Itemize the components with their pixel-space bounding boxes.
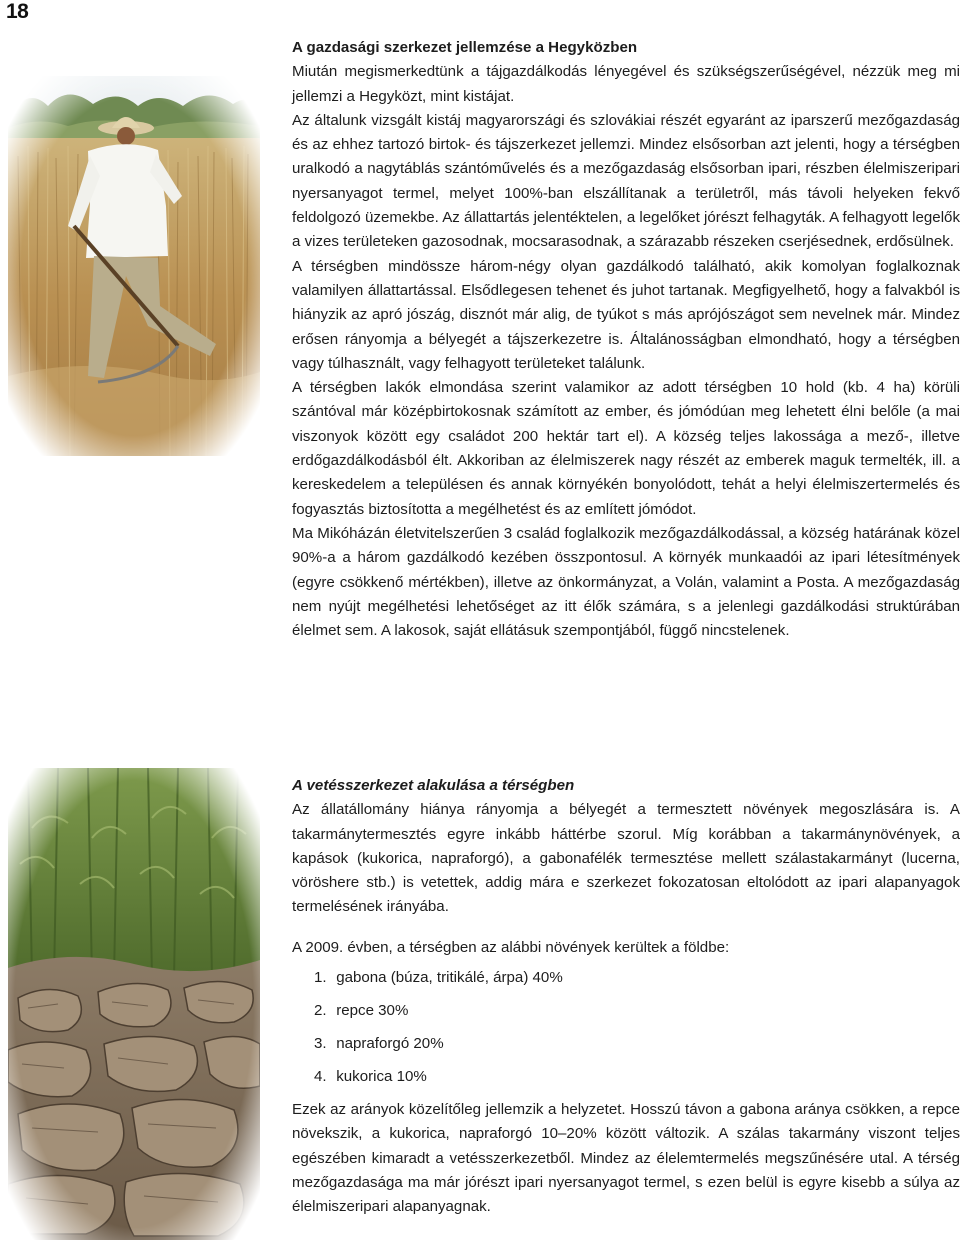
photo-plowed-field: [8, 768, 260, 1240]
paragraph: A térségben lakók elmondása szerint valamikor az adott térségben 10 hold (kb. 4 ha) körüli szántóval már középbirtokosnak számított az ember, és jómódúan meg lehetett élni belőle (a mai viszonyok között egy családot 200 hektár tart el). A község teljes lakossága a mező-, illetve erdőgazdálkodásból élt. Akkoriban az élelmiszerek nagy részét az emberek maguk termelték, ill. a kereskedelem a településen és annak környékén bonyolódott, tehát a helyi élelmiszertermelés és fogyasztás biztosította a megélhetést és az említett jómódot.: [292, 379, 960, 518]
paragraph: Ezek az arányok közelítőleg jellemzik a helyzetet. Hosszú távon a gabona aránya csökken, a repce növekszik, a kukorica, napraforgó 10–20% között változik. A szálas takarmány viszont teljes egészében kimaradt a vetésszerkezetből. Mindez az élelemtermelés megszűnésére utal. A térség mezőgazdasága ma már jórészt ipari nyersanyagot termel, s ezen belül is egyre kisebb a súlya az élelmiszeripari alapanyagnak.: [292, 1101, 960, 1216]
paragraph: A térségben mindössze három-négy olyan gazdálkodó található, akik komolyan foglalkoznak valamilyen állattartással. Elsődlegesen tehenet és juhot tartanak. Megfigyelhető, hogy a falvakból is hiányzik az apró jószág, disznót már alig, de tyúkot s más aprójószágot sem nevelnek már. Mindez erősen rányomja a bélyegét a tájszerkezetre is. Általánosságban elmondható, hogy a térségben vagy túlhasznált, vagy felhagyott területeket találunk.: [292, 257, 960, 372]
list-item: 2. repce 30%: [314, 1002, 409, 1020]
list-intro: A 2009. évben, a térségben az alábbi növények kerültek a földbe:: [292, 938, 730, 956]
section-economic-structure: [292, 36, 960, 643]
page-number: 18: [6, 0, 29, 23]
paragraph: Ma Mikóházán életvitelszerűen 3 család foglalkozik mezőgazdálkodással, a község határának közel 90%-a a három gazdálkodó kezében összpontosul. A környék munkaadói az ipari létesítmények (egyre csökkenő mértékben), illetve az önkormányzat, a Volán, valamint a Posta. A mezőgazdaság nem nyújt megélhetési lehetőséget az itt élők számára, s a jelenlegi gazdálkodási struktúrában élelmet sem. A lakosok, saját ellátásuk szempontjából, függő nincstelenek.: [292, 524, 960, 640]
crop-list: [292, 966, 960, 1098]
paragraph: Miután megismerkedtünk a tájgazdálkodás lényegével és szükségszerűségével, nézzük meg mi jellemzi a Hegyközt, mint kistájat.: [292, 63, 960, 105]
list-item: 3. napraforgó 20%: [314, 1035, 444, 1053]
list-item: 1. gabona (búza, tritikálé, árpa) 40%: [314, 969, 563, 987]
list-item: 4. kukorica 10%: [314, 1068, 427, 1086]
section-title: A vetésszerkezet alakulása a térségben: [292, 777, 575, 794]
paragraph: Az általunk vizsgált kistáj magyarországi és szlovákiai részét egyaránt az iparszerű mezőgazdaság és az ehhez tartozó birtok- és tájszerkezet jellemzi. Mindez elsősorban azt jelenti, hogy a térségben uralkodó a nagytáblás szántóművelés és a mezőgazdaság elsősorban ipari, részben élelmiszeripari nyersanyagot termel, melyet 100%-ban elszállítanak a területről, más távoli helyeken fekvő feldolgozó üzemekbe. Az állattartás jelentéktelen, a legelőket jórészt felhagyták. A felhagyott legelők a vizes területeken gazosodnak, mocsarasodnak, a szárazabb részeken cserjésednek, erdősülnek.: [292, 111, 960, 251]
paragraph: Az állatállomány hiánya rányomja a bélyegét a termesztett növények megoszlására is. A takarmánytermesztés egyre inkább háttérbe szorul. Míg korábban a takarmánynövények, a kapások (kukorica, napraforgó), a gabonafélék termesztése mellett szálastakarmányt (lucerna, vöröshere stb.) is vetettek, addig mára e szerkezet fokozatosan eltolódott az ipari alapanyagok termelésének irányába.: [292, 801, 960, 916]
section-crop-structure: [292, 774, 960, 1220]
section-title: A gazdasági szerkezet jellemzése a Hegyközben: [292, 39, 638, 56]
photo-scything-farmer: [8, 76, 260, 456]
